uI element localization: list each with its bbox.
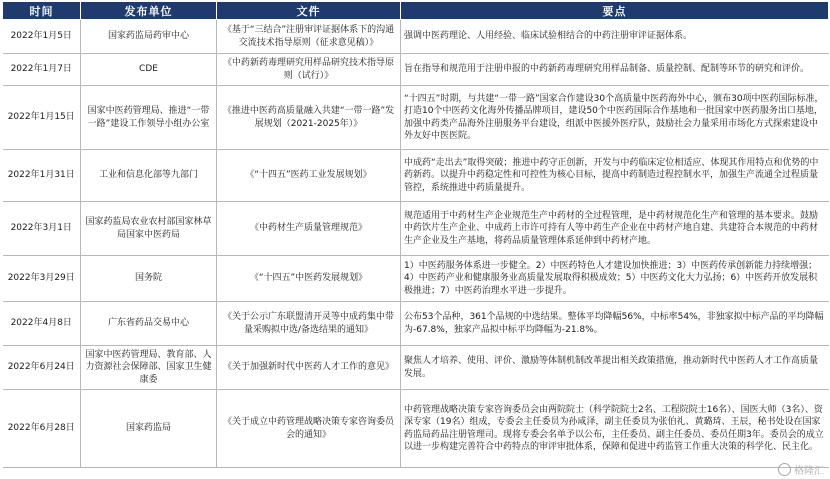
watermark-text: 格隆汇 xyxy=(794,466,824,477)
table-body xyxy=(3,20,829,468)
cell-key-points: 强调中医药理论、人用经验、临床试验相结合的中药注册审评证据体系。 xyxy=(401,20,829,54)
cell-document: 《“十四五”中医药发展规划》 xyxy=(217,256,401,302)
table-row xyxy=(3,346,829,390)
cell-date: 2022年1月15日 xyxy=(3,86,81,150)
cell-date: 2022年3月29日 xyxy=(3,256,81,302)
policy-table xyxy=(2,1,829,468)
cell-key-points: “十四五”时期，与共建“一带一路”国家合作建设30个高质量中医药海外中心，颁布30项中医药国际标准，打造10个中医药文化海外传播品牌项目，建设50个中医药国际合作基地和一批国家中医药服务出口基地，加强中药类产品海外注册服务平台建设，组派中医援外医疗队，鼓励社会力量采用市场化方式探索建设中外友好中医医院。 xyxy=(401,86,829,150)
cell-date: 2022年6月24日 xyxy=(3,346,81,390)
cell-unit: CDE xyxy=(81,54,217,86)
cell-date: 2022年1月31日 xyxy=(3,150,81,202)
watermark xyxy=(778,462,824,477)
cell-unit: 国家药监局药审中心 xyxy=(81,20,217,54)
table-row xyxy=(3,150,829,202)
watermark-logo-icon xyxy=(778,463,791,476)
cell-key-points: 旨在指导和规范用于注册申报的中药新药毒理研究用样品制备、质量控制、配制等环节的研究和评价。 xyxy=(401,54,829,86)
cell-document: 《基于“三结合”注册审评证据体系下的沟通交流技术指导原则（征求意见稿）》 xyxy=(217,20,401,54)
cell-date: 2022年1月7日 xyxy=(3,54,81,86)
cell-unit: 国务院 xyxy=(81,256,217,302)
cell-unit: 广东省药品交易中心 xyxy=(81,302,217,346)
table-row xyxy=(3,20,829,54)
cell-key-points: 1）中医药服务体系进一步健全。2）中医药特色人才建设加快推进；3）中医药传承创新能力持续增强；4）中医药产业和健康服务业高质量发展取得积极成效；5）中医药文化大力弘扬；6）中医药开放发展积极推进；7）中医药治理水平进一步提升。 xyxy=(401,256,829,302)
cell-document: 《“十四五”医药工业发展规划》 xyxy=(217,150,401,202)
cell-unit: 国家药监局农业农村部国家林草局国家中医药局 xyxy=(81,202,217,256)
header-unit: 发布单位 xyxy=(81,2,217,20)
cell-document: 《关于加强新时代中医药人才工作的意见》 xyxy=(217,346,401,390)
cell-document: 《中药材生产质量管理规范》 xyxy=(217,202,401,256)
cell-key-points: 中药管理战略决策专家咨询委员会由两院院士（科学院院士2名、工程院院士16名）、国医大师（3名）、资深专家（19名）组成，专委会主任委员为孙咸泽，副主任委员为张伯礼、黄璐琦、王辰，秘书处设在国家药监局药品注册管理司。现将专委会名单予以公布，主任委员、副主任委员、委员任期3年。委员会的成立以进一步构建完善符合中药特点的审评审批体系，保障和促进中药监管工作重大决策的科学化、民主化。 xyxy=(401,390,829,468)
table-row xyxy=(3,202,829,256)
cell-document: 《中药新药毒理研究用样品研究技术指导原则（试行）》 xyxy=(217,54,401,86)
cell-key-points: 中成药“走出去”取得突破；推进中药守正创新，开发与中药临床定位相适应、体现其作用特点和优势的中药新药。以提升中药稳定性和可控性为核心目标，提高中药制造过程控制水平，加强生产流通全过程质量管控，系统推进中药质量提升。 xyxy=(401,150,829,202)
table-row xyxy=(3,302,829,346)
table-row xyxy=(3,54,829,86)
cell-unit: 国家中医药管理局、推进“一带一路”建设工作领导小组办公室 xyxy=(81,86,217,150)
cell-unit: 国家药监局 xyxy=(81,390,217,468)
cell-key-points: 公布53个品种，361个品规的中选结果。整体平均降幅56%，中标率54%，非独家拟中标产品的平均降幅为-67.8%，独家产品拟中标平均降幅为-21.8%。 xyxy=(401,302,829,346)
cell-unit: 工业和信息化部等九部门 xyxy=(81,150,217,202)
cell-date: 2022年3月1日 xyxy=(3,202,81,256)
cell-key-points: 聚焦人才培养、使用、评价、激励等体制机制改革提出相关政策措施，推动新时代中医药人才工作高质量发展。 xyxy=(401,346,829,390)
table-row xyxy=(3,86,829,150)
cell-document: 《推进中医药高质量融入共建“一带一路”发展规划（2021-2025年）》 xyxy=(217,86,401,150)
table-header xyxy=(3,2,829,20)
cell-date: 2022年1月5日 xyxy=(3,20,81,54)
cell-document: 《关于成立中药管理战略决策专家咨询委员会的通知》 xyxy=(217,390,401,468)
table-row xyxy=(3,390,829,468)
cell-key-points: 规范适用于中药材生产企业规范生产中药材的全过程管理，是中药材规范化生产和管理的基本要求。鼓励中药饮片生产企业、中成药上市许可持有人等中药生产企业在中药材产地自建、共建符合本规范的中药材生产企业及生产基地，将药品质量管理体系延伸到中药材产地。 xyxy=(401,202,829,256)
cell-date: 2022年4月8日 xyxy=(3,302,81,346)
header-date: 时间 xyxy=(3,2,81,20)
table-row xyxy=(3,256,829,302)
header-key-points: 要点 xyxy=(401,2,829,20)
cell-unit: 国家中医药管理局、教育部、人力资源社会保障部、国家卫生健康委 xyxy=(81,346,217,390)
cell-document: 《关于公示广东联盟清开灵等中成药集中带量采购拟中选/备选结果的通知》 xyxy=(217,302,401,346)
header-document: 文件 xyxy=(217,2,401,20)
cell-date: 2022年6月28日 xyxy=(3,390,81,468)
